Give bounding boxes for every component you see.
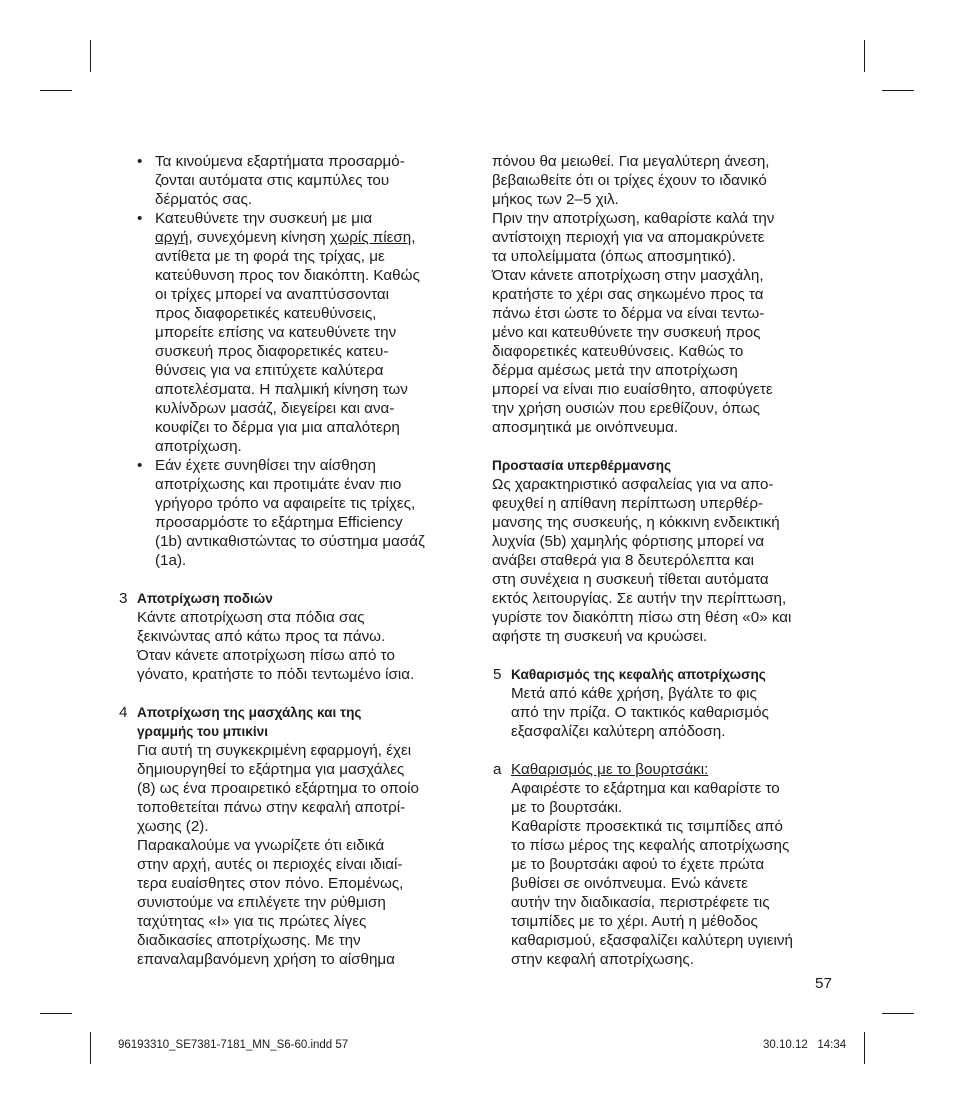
bullet-item [118,456,468,570]
bullet-icon: • [137,457,143,474]
section-heading: Προστασία υπερθέρμανσης [492,458,672,473]
crop-mark [40,1013,72,1014]
bullet-text [155,456,468,570]
section-heading: Καθαρισμός της κεφαλής αποτρίχωσης [511,667,766,682]
section-letter: a [493,761,502,778]
section-body: Κάντε αποτρίχωση στα πόδια σας ξεκινώντας από κάτω προς τα πάνω. Όταν κάνετε αποτρίχωση πίσω από το γόνατο, κρατήστε το πόδι τεντωμένο ίσια. [137,609,415,683]
paragraph: Πριν την αποτρίχωση, καθαρίστε καλά την αντίστοιχη περιοχή για να απομακρύνετε τα υπολείμματα (όπως αποσμητικό). [492,210,775,265]
section-number: 3 [119,590,128,607]
bullet-list [118,152,468,570]
section-heading: Αποτρίχωση της μασχάλης και της γραμμής του μπικίνι [137,705,362,739]
section-number: 5 [493,666,502,683]
section-body: Καθαρίστε προσεκτικά τις τσιμπίδες από το πίσω μέρος της κεφαλής αποτρίχωσης με το βουρτσάκι αφού το έχετε πρώτα βυθίσει σε οινόπνευμα. Ενώ κάνετε αυτήν την διαδικασία, περιστρέφετε τις τσιμπίδες με το χέρι. Αυτή η μέθοδος καθαρισμού, εξασφαλίζει καλύτερη υγιεινή στην κεφαλή αποτρίχωσης. [511,818,793,968]
right-column [492,152,840,969]
footer-datetime: 30.10.12 14:34 [763,1039,847,1051]
bullet-item [118,152,468,209]
crop-mark [864,40,865,72]
section-heading: Αποτρίχωση ποδιών [137,591,273,606]
section-body: Ως χαρακτηριστικό ασφαλείας για να απο- φευχθεί η απίθανη περίπτωση υπερθέρ- μανσης της συσκευής, η κόκκινη ενδεικτική λυχνία (5b) χαμηλής φόρτισης μπορεί να ανάβει σταθερά για 8 δευτερόλεπτα και στη συνέχεια η συσκευή τίθεται αυτόματα εκτός λειτουργίας. Σε αυτήν την περίπτωση, γυρίστε τον διακόπτη πίσω στη θέση «0» και αφήστε τη συσκευή να κρυώσει. [492,476,792,645]
crop-mark [864,1032,865,1064]
bullet-item [118,209,468,456]
page-number: 57 [815,975,832,992]
bullet-text [155,152,468,209]
text-run: , συνεχόμενη κίνηση [188,229,330,246]
crop-mark [90,1032,91,1064]
section-number: 4 [119,704,128,721]
crop-mark [882,1013,914,1014]
text-run: Εάν έχετε συνηθίσει την αίσθηση αποτρίχωσης και προτιμάτε έναν πιο γρήγορο τρόπο να αφαιρείτε τις τρίχες, προσαρμόστε το εξάρτημα Efficiency (1b) αντικαθιστώντας το σύστημα μασάζ (1a). [155,457,425,569]
crop-mark [882,90,914,91]
crop-mark [40,90,72,91]
bullet-icon: • [137,210,143,227]
bullet-text [155,209,468,456]
section-body: Αφαιρέστε το εξάρτημα και καθαρίστε το με το βουρτσάκι. [511,780,780,816]
underlined-text: αργή [155,229,189,246]
section-cleaning-head [492,665,840,741]
underlined-text: χωρίς πίεση [329,229,412,246]
footer-file-info: 96193310_SE7381-7181_MN_S6-60.indd 57 [118,1039,349,1051]
section-body: Μετά από κάθε χρήση, βγάλτε το φις από την πρίζα. Ο τακτικός καθαρισμός εξασφαλίζει καλύτερη απόδοση. [511,685,769,740]
section-heading: Καθαρισμός με το βουρτσάκι: [511,761,709,778]
left-column [118,152,468,969]
text-run: , αντίθετα με τη φορά της τρίχας, με κατεύθυνση προς τον διακόπτη. Καθώς οι τρίχες μπορεί να αναπτύσσονται προς διαφορετικές κατευθύνσεις, μπορείτε επίσης να κατευθύνετε την συσκευή προς διαφορετικές κατευ- θύνσεις για να επιτύχετε καλύτερα αποτελέσματα. Η παλμική κίνηση των κυλίνδρων μασάζ, διεγείρει και ανα- κουφίζει το δέρμα για μια απαλότερη αποτρίχωση. [155,229,420,455]
section-body: Για αυτή τη συγκεκριμένη εφαρμογή, έχει δημιουργηθεί το εξάρτημα για μασχάλες (8) ως ένα προαιρετικό εξάρτημα το οποίο τοποθετείται πάνω στην κεφαλή αποτρί- χωσης (2). [137,742,419,835]
text-run: Τα κινούμενα εξαρτήματα προσαρμό- ζονται αυτόματα στις καμπύλες του δέρματός σας. [155,153,405,208]
section-underarm-bikini [118,703,468,969]
text-run: Κατευθύνετε την συσκευή με μια [155,210,373,227]
bullet-icon: • [137,153,143,170]
section-body: Παρακαλούμε να γνωρίζετε ότι ειδικά στην αρχή, αυτές οι περιοχές είναι ιδιαί- τερα ευαίσθητες στον πόνο. Επομένως, συνιστούμε να επιλέγετε την ρύθμιση ταχύτητας «I» για τις πρώτες λίγες διαδικασίες αποτρίχωσης. Με την επαναλαμβανόμενη χρήση το αίσθημα [137,837,404,968]
paragraph: Όταν κάνετε αποτρίχωση στην μασχάλη, κρατήστε το χέρι σας σηκωμένο προς τα πάνω έτσι ώστε το δέρμα να είναι τεντω- μένο και κατευθύνετε την συσκευή προς διαφορετικές κατευθύνσεις. Καθώς το δέρμα αμέσως μετά την αποτρίχωση μπορεί να είναι πιο ευαίσθητο, αποφύγετε την χρήση ουσιών που ερεθίζουν, όπως αποσμητικά με οινόπνευμα. [492,267,773,436]
paragraph: πόνου θα μειωθεί. Για μεγαλύτερη άνεση, βεβαιωθείτε ότι οι τρίχες έχουν το ιδανικό μήκος των 2–5 χιλ. [492,153,770,208]
section-brush-cleaning [492,760,840,969]
section-overheat-protection [492,456,840,646]
section-leg-epilation [118,589,468,684]
crop-mark [90,40,91,72]
